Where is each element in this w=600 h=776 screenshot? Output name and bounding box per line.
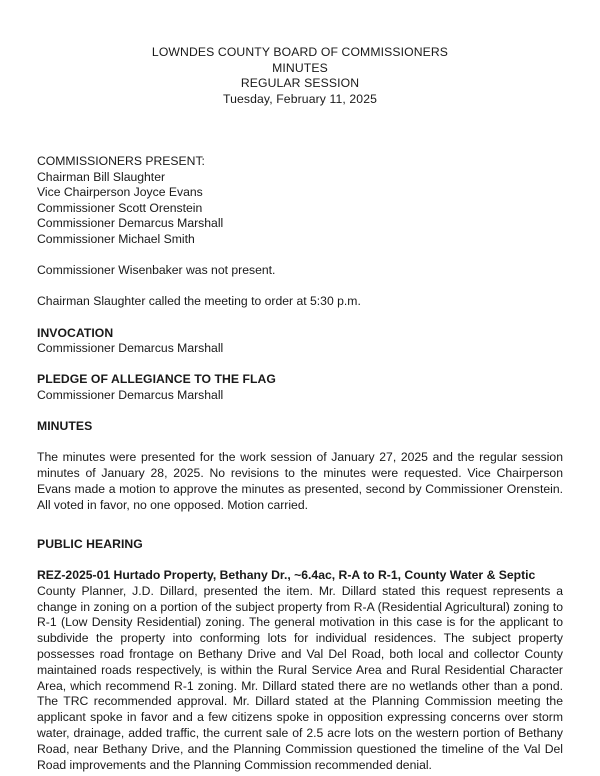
spacer <box>37 403 563 419</box>
absent-note: Commissioner Wisenbaker was not present. <box>37 263 276 278</box>
commissioner-entry: Chairman Bill Slaughter <box>37 169 166 184</box>
commissioners-present-block <box>37 154 563 248</box>
spacer <box>37 357 563 373</box>
document-header <box>37 45 563 107</box>
public-hearing-item-title: REZ-2025-01 Hurtado Property, Bethany Dr., ~6.4ac, R-A to R-1, County Water & Septic <box>37 568 536 583</box>
spacer <box>37 529 563 537</box>
pledge-body <box>37 388 563 404</box>
minutes-paragraph: The minutes were presented for the work session of January 27, 2025 and the regular session minutes of January 28, 2025. No revisions to the minutes were requested. Vice Chairperson Evans made a motion to approve the minutes as presented, second by Commissioner Orenstein. All voted in favor, no one opposed. Motion carried. <box>37 450 563 512</box>
header-title-line-3: REGULAR SESSION <box>240 76 360 91</box>
document-body <box>37 45 563 773</box>
header-title-line-2: MINUTES <box>272 60 328 75</box>
absent-note-block <box>37 263 563 279</box>
commissioner-entry: Commissioner Demarcus Marshall <box>37 216 224 231</box>
spacer <box>37 138 563 154</box>
invocation-body <box>37 341 563 357</box>
section-heading-invocation: INVOCATION <box>37 325 114 340</box>
invocation-text: Commissioner Demarcus Marshall <box>37 341 224 356</box>
call-to-order-block <box>37 294 563 310</box>
header-meeting-date: Tuesday, February 11, 2025 <box>222 91 378 106</box>
commissioner-entry: Vice Chairperson Joyce Evans <box>37 185 203 200</box>
commissioner-entry: Commissioner Michael Smith <box>37 231 195 246</box>
spacer <box>37 107 563 138</box>
commissioners-present-label: COMMISSIONERS PRESENT: <box>37 153 205 168</box>
spacer <box>37 513 563 529</box>
section-heading-minutes: MINUTES <box>37 419 93 434</box>
call-to-order-text: Chairman Slaughter called the meeting to order at 5:30 p.m. <box>37 294 361 309</box>
spacer <box>37 279 563 295</box>
spacer <box>37 310 563 326</box>
header-title-line-1: LOWNDES COUNTY BOARD OF COMMISSIONERS <box>151 45 449 59</box>
spacer <box>37 248 563 264</box>
public-hearing-item-paragraph: County Planner, J.D. Dillard, presented the item. Mr. Dillard stated this request represents a change in zoning on a portion of the subject property from R-A (Residential Agricultural) zoning to R-1 (Low Density Residential) zoning. The general motivation in this case is for the applicant to subdivide the property into conforming lots for individual residences. The subject property possesses road frontage on Bethany Drive and Val Del Road, both local and collector County maintained roads respectively, is within the Rural Service Area and Rural Residential Character Area, which recommend R-1 zoning. Mr. Dillard stated there are no wetlands other than a pond. The TRC recommended approval. Mr. Dillard stated at the Planning Commission meeting the applicant spoke in favor and a few citizens spoke in opposition expressing concerns over storm water, drainage, added traffic, the current sale of 2.5 acre lots on the western portion of Bethany Road, near Bethany Drive, and the Planning Commission questioned the timeline of the Val Del Road improvements and the Planning Commission recommended denial. <box>37 583 563 772</box>
spacer <box>37 553 563 569</box>
commissioner-entry: Commissioner Scott Orenstein <box>37 200 203 215</box>
section-heading-public-hearing: PUBLIC HEARING <box>37 537 143 552</box>
spacer <box>37 435 563 451</box>
pledge-text: Commissioner Demarcus Marshall <box>37 387 224 402</box>
section-heading-pledge: PLEDGE OF ALLEGIANCE TO THE FLAG <box>37 372 276 387</box>
